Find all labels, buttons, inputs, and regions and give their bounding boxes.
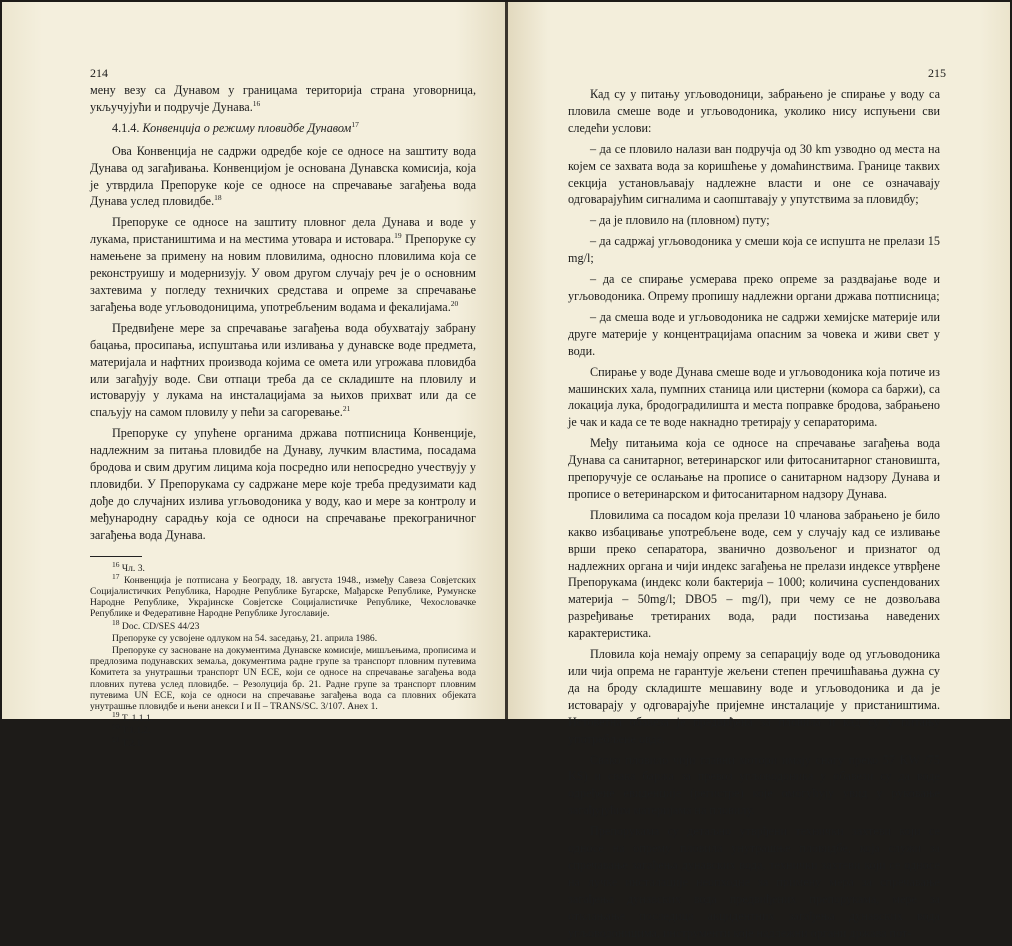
footnote-number: 19: [112, 710, 120, 720]
paragraph-text: Препоруке се односе на заштиту пловног дела Дунава и воде у лукама, пристаништима и на местима утовара и истовара.: [90, 215, 476, 247]
footnote-number: 16: [112, 559, 120, 569]
paragraph-text: Предвиђене мере за спречавање загађења вода обухватају забрану бацања, просипања, испуштања или изливања у дунавске воде предмета, материјала и нафтних производа којима се омета или угрожава пловидба или загађују воде. Сви отпаци треба да се складиште на пловилу и истоварују у лукама на инсталацијама за њихов прихват или да се спаљују на самом пловилу у пећи за сагоревање.: [90, 320, 476, 420]
page-number-right: 215: [928, 66, 946, 80]
footnote-number: 21: [112, 734, 120, 744]
heading-title: Конвенција о режиму пловидбе Дунавом: [142, 120, 352, 135]
paragraph: [90, 82, 476, 116]
footnote: [90, 722, 476, 737]
footnote-ref: 21: [342, 404, 351, 414]
paragraph-text: Ова Конвенција не садржи одредбе које се односе на заштиту вода Дунава од загађивања. Конвенцијом је основана Дунавска комисија, која је утврдила Препоруке које се односе на спречавање загађења вода Дунава услед пловидбе.: [90, 143, 476, 209]
footnote-text: Препоруке су усвојене одлуком на 54. заседању, 21. априла 1986.: [112, 632, 378, 644]
right-page: [508, 2, 1010, 940]
paragraph: Пловила која немају опрему за сепарацију воде од угљоводоника или чија опрема не гарантује жељени степен пречишћавања дужна су да на броду складиште мешавину воде и угљоводоника и да је истоварају у одговарајуће пријемне инсталације у пристаништима. Истоветна обавеза је предвиђена за пловила и кад су у питању употребљене овде.: [568, 647, 940, 746]
paragraph-text: Препоруке су намењене за примену на новим пловилима, односно пловилима која се реконструишу и модернизују. У овом другом случају реч је о основним захтевима у погледу техничких средстава и опреме за спречавање загађења воде угљоводоницима, употребљеним водама и фекалијама.: [90, 232, 476, 314]
footnote-ref: 18: [214, 193, 222, 203]
footnote-number: 20: [112, 722, 120, 732]
footnote: [90, 645, 476, 712]
footnote: [90, 617, 476, 632]
footnote: [90, 734, 476, 749]
footnote: [90, 633, 476, 644]
book-spread: [2, 2, 1010, 940]
footnote-text: Т.1.1.2.: [121, 725, 151, 737]
paragraph: Спирање у воде Дунава смеше воде и угљоводоника која потиче из машинских хала, пумпних станица или цистерни (комора са баржи), са локација лука, бродоградилишта и места поправке бродова, забрањено је чак и када се те воде накнадно третирају у сепараторима.: [568, 364, 940, 430]
paragraph: Свако пловило чији главни мотори имају снагу преко 57 KW /75 KS) и свака баржа за превоз угљоводоника у обавези су да воде одређене евиденције (регистре) које омогућују увид у руковање загађујућим материјама на пловилу.: [568, 752, 940, 818]
footnote-text: Препоруке су засноване на документима Дунавске комисије, мишљењима, прописима и предлозима подунавских земаља, документима радне групе за транспорт пловним путевима Комитета за унутрашњи транспорт UN ECE, који се односе на спречавање загађења вода пловних путева услед пловидбе. – Резолуција бр. 21. Радне групе за транспорт пловним путевима UN ECE, која се односи на спречавање загађења вода са пловних објеката унутрашње пловидбе и њени анекси I и II – TRANS/SC. 3/107. Анех 1.: [90, 644, 476, 712]
paragraph: [90, 143, 476, 211]
footnote-text: Doc. CD/SES 44/23: [121, 620, 200, 632]
section-heading: [90, 120, 476, 137]
footnote-ref: 20: [450, 298, 459, 308]
paragraph: Препорукама су детаљно утврђени технички захтеви који се односе на опрему пловила унутрашње пловидбе, која служи за спречавање загађења дунавских вода, технички захтеви који се односе на лучке инсталације неопходне за примену мера за спречавање загађења дунавских вода предвиђених препорукама, мере за отклањање последица акцидентних загађења дунавских вода угљоводоницима, инструменти које надлежни органи држава пот-: [568, 824, 940, 940]
left-page: [2, 2, 506, 749]
paragraph: Кад су у питању угљоводоници, забрањено је спирање у воду са пловила смеше воде и угљоводоника, уколико нису испуњени сви следећи услови:: [568, 87, 940, 135]
paragraph-text: Препоруке су упућене органима држава потписница Конвенције, надлежним за питања пловидбе на Дунаву, лучким властима, посадама бродова и свим другим лицима која посредно или непосредно учествују у пловидби. У Препорукама су садржане мере које треба предузимати кад дође до случајних излива угљоводоника у воду, као и мере за контролу и међународну сарадњу која се односи на спречавање прекограничног загађења вода Дунава.: [90, 426, 476, 542]
footnote-divider: [90, 556, 142, 557]
paragraph: – да је пловило на (пловном) путу;: [590, 213, 770, 228]
left-page-text: [90, 82, 476, 750]
paragraph-text: мену везу са Дунавом у границама територија страна уговорница, укључујући и подручје Дунава.: [90, 83, 476, 114]
footnote: [90, 571, 477, 620]
paragraph: [90, 425, 476, 543]
paragraph: – да садржај угљоводоника у смеши која се испушта не прелази 15 mg/l;: [568, 234, 940, 266]
footnote-text: Т. 1.1.1.: [121, 713, 154, 725]
paragraph: – да смеша воде и угљоводоника не садржи хемијске материје или друге материје у концентрацијама опасним за човека и живи свет у води.: [568, 309, 940, 358]
footnote-number: 18: [112, 617, 120, 627]
footnote-ref: 17: [351, 119, 359, 129]
footnote-text: Т.2.1.: [121, 737, 144, 749]
footnote-number: 17: [112, 571, 120, 581]
paragraph: Пловилима са посадом која прелази 10 чланова забрањено је било какво избацивање употребљене воде, сем у случају кад се изливање врши преко сепаратора, званично дозвољеног и признатог од надлежних органа и чији индекс загађења не прелази индексе утврђене Препорукама (индекс коли бактерија – 1000; количина суспендованих материја – 50mg/l; DBO5 – mg/l), при чему се не дозвољава разређивање третираних вода, ради постизања наведених карактеристика.: [568, 507, 940, 641]
page-number-left: 214: [90, 66, 108, 80]
paragraph: – да се пловило налази ван подручја од 30 km узводно од места на којем се захвата вода за коришћење у домаћинствима. Границе таквих секција установљавају надлежне власти и оне се означавају одговарајућим сигналима и саопштавају у упутствима за пловидбу;: [568, 141, 940, 207]
footnote-text: Конвенција је потписана у Београду, 18. августа 1948., између Савеза Совјетских Социјалистичких Република, Народне Републике Бугарске, Мађарске Републике, Румунске Народне Републике, Украјинске Совјетске Социјалистичке Републике, Чехословачке Републике и Федеративне Народне Републике Југославије.: [90, 574, 477, 620]
footnote-text: Чл. 3.: [121, 562, 145, 574]
paragraph: [90, 214, 476, 315]
footnote-ref: 16: [252, 98, 261, 108]
right-page-text: [568, 86, 940, 946]
footnote: [90, 710, 476, 725]
footnote: [90, 559, 476, 574]
paragraph: Међу питањима која се односе на спречавање загађења вода Дунава са санитарног, ветеринарског или фитосанитарног становишта, препоручује се ослањање на прописе о санитарном надзору Дунава и прописе о ветеринарском и фитосанитарном надзору Дунава.: [568, 436, 940, 501]
footnotes: [90, 559, 477, 749]
paragraph: [90, 320, 476, 421]
footnote-ref: 19: [394, 231, 402, 241]
paragraph: – да се спирање усмерава преко опреме за раздвајање воде и угљоводоника. Опрему пропишу надлежни органи држава потписница;: [568, 272, 940, 303]
heading-number: 4.1.4.: [112, 120, 140, 135]
